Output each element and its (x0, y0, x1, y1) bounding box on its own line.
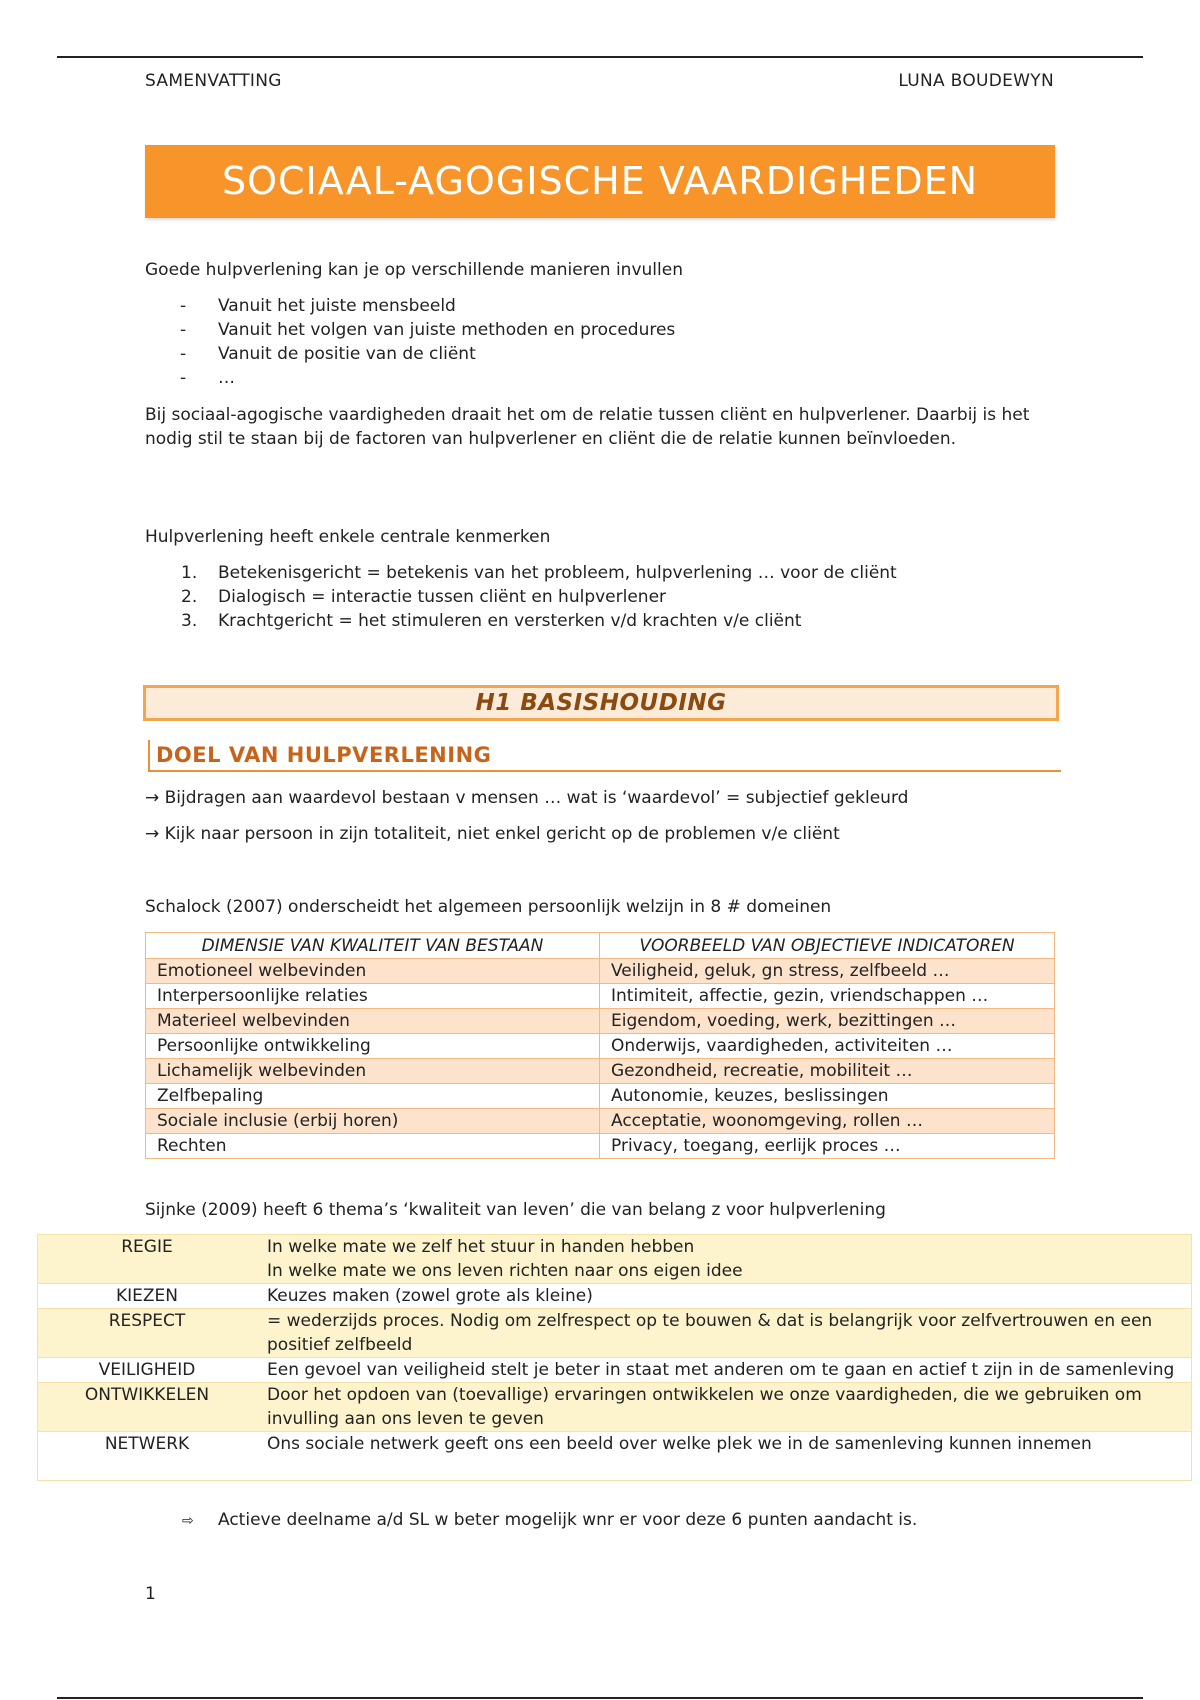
heading-h2: DOEL VAN HULPVERLENING (148, 740, 1061, 772)
table-cell: Interpersoonlijke relaties (146, 984, 600, 1009)
table-row (38, 1284, 1192, 1309)
table-cell: Sociale inclusie (erbij horen) (146, 1109, 600, 1134)
table-cell: Persoonlijke ontwikkeling (146, 1034, 600, 1059)
list-item-text: Betekenisgericht = betekenis van het probleem, hulpverlening … voor de cliënt (218, 563, 897, 583)
intro-paragraph: Bij sociaal-agogische vaardigheden draait het om de relatie tussen cliënt en hulpverlener. Daarbij is het nodig stil te staan bij de factoren van hulpverlener en cliënt die de relatie kunnen beïnvloeden. (145, 405, 1030, 449)
theme-key: REGIE (38, 1235, 257, 1284)
table-row (146, 1134, 1055, 1159)
list-number: 2. (181, 587, 198, 607)
table-row (146, 1034, 1055, 1059)
table-row (38, 1358, 1192, 1383)
list-item-text: Vanuit het volgen van juiste methoden en procedures (218, 320, 676, 340)
page-number: 1 (145, 1584, 156, 1604)
theme-value (256, 1358, 1192, 1383)
theme-line: Ons sociale netwerk geeft ons een beeld over welke plek we in de samenleving kunnen innemen (267, 1434, 1092, 1454)
theme-line: Een gevoel van veiligheid stelt je beter in staat met anderen om te gaan en actief t zijn in de samenleving (267, 1360, 1175, 1380)
theme-value (256, 1383, 1192, 1432)
sijnke-lead: Sijnke (2009) heeft 6 thema’s ‘kwaliteit van leven’ die van belang z voor hulpverlening (145, 1200, 886, 1220)
schalock-table (145, 932, 1055, 1159)
table-cell: Gezondheid, recreatie, mobiliteit … (600, 1059, 1055, 1084)
list-item (145, 609, 1055, 633)
list-item-text: Dialogisch = interactie tussen cliënt en hulpverlener (218, 587, 667, 607)
table-cell: Rechten (146, 1134, 600, 1159)
intro-lead: Goede hulpverlening kan je op verschillende manieren invullen (145, 260, 683, 280)
bullet-marker: - (180, 368, 187, 388)
list-item (145, 342, 1055, 366)
conclusion (182, 1508, 917, 1533)
sijnke-table (37, 1234, 1192, 1481)
theme-line: Door het opdoen van (toevallige) ervaringen ontwikkelen we onze vaardigheden, die we gebruiken om invulling aan ons leven te geven (267, 1385, 1142, 1429)
theme-value (256, 1284, 1192, 1309)
list-number: 3. (181, 611, 198, 631)
header-right: LUNA BOUDEWYN (898, 71, 1054, 91)
doel-line-1: → Bijdragen aan waardevol bestaan v mensen … wat is ‘waardevol’ = subjectief gekleurd (145, 788, 909, 808)
theme-line: In welke mate we zelf het stuur in handen hebben (267, 1237, 695, 1257)
table-cell: Eigendom, voeding, werk, bezittingen … (600, 1009, 1055, 1034)
table-cell: Zelfbepaling (146, 1084, 600, 1109)
bottom-rule (57, 1697, 1143, 1699)
table-cell: Onderwijs, vaardigheden, activiteiten … (600, 1034, 1055, 1059)
conclusion-text: Actieve deelname a/d SL w beter mogelijk wnr er voor deze 6 punten aandacht is. (218, 1510, 918, 1530)
theme-value (256, 1235, 1192, 1284)
theme-key: VEILIGHEID (38, 1358, 257, 1383)
theme-line: In welke mate we ons leven richten naar ons eigen idee (267, 1261, 743, 1281)
list-number: 1. (181, 563, 198, 583)
theme-line: = wederzijds proces. Nodig om zelfrespect op te bouwen & dat is belangrijk voor zelfvertrouwen en een positief zelfbeeld (267, 1311, 1153, 1355)
table-cell: Intimiteit, affectie, gezin, vriendschappen … (600, 984, 1055, 1009)
theme-key: ONTWIKKELEN (38, 1383, 257, 1432)
bullet-marker: - (180, 320, 187, 340)
table-row (38, 1235, 1192, 1284)
table-cell: Acceptatie, woonomgeving, rollen … (600, 1109, 1055, 1134)
list-item (145, 318, 1055, 342)
bullet-marker: - (180, 344, 187, 364)
heading-h1: H1 BASISHOUDING (143, 685, 1059, 721)
doel-line-2: → Kijk naar persoon in zijn totaliteit, niet enkel gericht op de problemen v/e cliënt (145, 824, 840, 844)
table-cell: Materieel welbevinden (146, 1009, 600, 1034)
kenmerken-lead: Hulpverlening heeft enkele centrale kenmerken (145, 527, 551, 547)
theme-key: KIEZEN (38, 1284, 257, 1309)
table-cell: Autonomie, keuzes, beslissingen (600, 1084, 1055, 1109)
table-cell: Lichamelijk welbevinden (146, 1059, 600, 1084)
theme-key: RESPECT (38, 1309, 257, 1358)
document-title: SOCIAAL-AGOGISCHE VAARDIGHEDEN (145, 145, 1055, 218)
schalock-lead: Schalock (2007) onderscheidt het algemeen persoonlijk welzijn in 8 # domeinen (145, 897, 832, 917)
list-item (145, 366, 1055, 390)
intro-bullets (145, 294, 1055, 390)
table-row (146, 1084, 1055, 1109)
table-header: VOORBEELD VAN OBJECTIEVE INDICATOREN (600, 933, 1055, 959)
list-item-text: Krachtgericht = het stimuleren en versterken v/d krachten v/e cliënt (218, 611, 802, 631)
table-row (146, 984, 1055, 1009)
list-item (145, 585, 1055, 609)
table-row (146, 1009, 1055, 1034)
table-row (146, 959, 1055, 984)
table-header: DIMENSIE VAN KWALITEIT VAN BESTAAN (146, 933, 600, 959)
theme-key: NETWERK (38, 1432, 257, 1481)
theme-value (256, 1309, 1192, 1358)
top-rule (57, 56, 1143, 58)
list-item-text: Vanuit de positie van de cliënt (218, 344, 476, 364)
table-row (38, 1309, 1192, 1358)
kenmerken-list (145, 561, 1055, 633)
list-item (145, 294, 1055, 318)
list-item (145, 561, 1055, 585)
table-row (146, 1059, 1055, 1084)
list-item-text: Vanuit het juiste mensbeeld (218, 296, 456, 316)
table-header-row (146, 933, 1055, 959)
table-cell: Veiligheid, geluk, gn stress, zelfbeeld … (600, 959, 1055, 984)
arrow-icon: ⇨ (182, 1513, 194, 1529)
header-left: SAMENVATTING (145, 71, 282, 91)
bullet-marker: - (180, 296, 187, 316)
table-cell: Emotioneel welbevinden (146, 959, 600, 984)
table-row (38, 1383, 1192, 1432)
table-row (38, 1432, 1192, 1481)
list-item-text: … (218, 368, 235, 388)
theme-value (256, 1432, 1192, 1481)
table-cell: Privacy, toegang, eerlijk proces … (600, 1134, 1055, 1159)
table-row (146, 1109, 1055, 1134)
theme-line: Keuzes maken (zowel grote als kleine) (267, 1286, 593, 1306)
